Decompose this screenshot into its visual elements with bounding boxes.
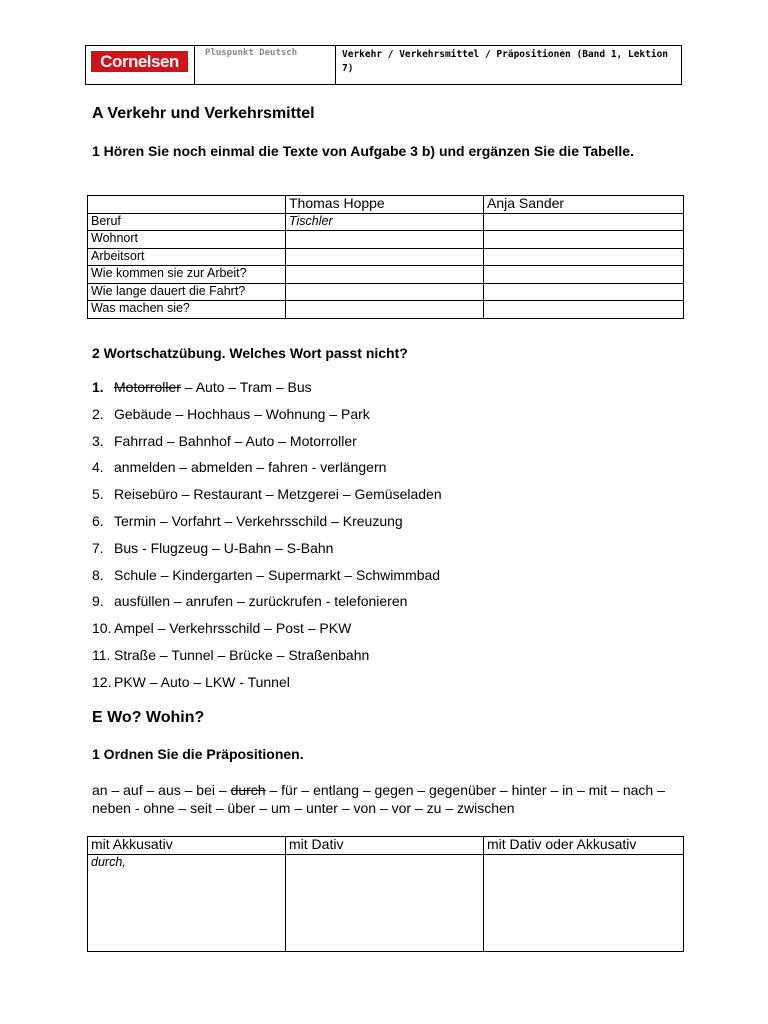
list-item: 9. ausfüllen – anrufen – zurückrufen - telefonieren xyxy=(92,593,408,610)
table-header-row xyxy=(88,837,684,855)
table-cell[interactable] xyxy=(286,854,484,951)
list-item: 6. Termin – Vorfahrt – Verkehrsschild – Kreuzung xyxy=(92,512,403,529)
table-cell[interactable] xyxy=(484,213,684,231)
row-label: Arbeitsort xyxy=(88,248,286,266)
header-table xyxy=(85,45,682,85)
preposition-list: an – auf – aus – bei – durch – für – entlang – gegen – gegenüber – hinter – in – mit – nach – neben - ohne – seit – über – um – unter – von – vor – zu – zwischen xyxy=(92,782,665,816)
section-e-title: E Wo? Wohin? xyxy=(92,709,205,726)
table-row xyxy=(88,248,684,266)
cornelsen-logo: Cornelsen xyxy=(91,51,188,72)
table-row xyxy=(88,213,684,231)
list-item: 8. Schule – Kindergarten – Supermarkt – Schwimmbad xyxy=(92,566,441,583)
table-row xyxy=(88,854,684,951)
column-header: mit Dativ xyxy=(286,837,484,855)
list-item: 1. Motorroller – Auto – Tram – Bus xyxy=(92,379,312,395)
list-item: 2. Gebäude – Hochhaus – Wohnung – Park xyxy=(92,405,370,422)
table-cell[interactable] xyxy=(286,231,484,249)
table-cell[interactable] xyxy=(484,854,684,951)
column-header: mit Dativ oder Akkusativ xyxy=(484,837,684,855)
list-item: 10. Ampel – Verkehrsschild – Post – PKW xyxy=(92,620,352,637)
task-a2: 2 Wortschatzübung. Welches Wort passt nicht? xyxy=(92,345,408,361)
list-item: 12. PKW – Auto – LKW - Tunnel xyxy=(92,673,290,690)
topic-title: Verkehr / Verkehrsmittel / Präpositionen (Band 1, Lektion 7) xyxy=(336,46,682,85)
list-item: 7. Bus - Flugzeug – U-Bahn – S-Bahn xyxy=(92,539,334,556)
table-cell[interactable] xyxy=(286,283,484,301)
table-cell[interactable] xyxy=(286,266,484,284)
struck-word: durch xyxy=(230,782,266,798)
row-label: Was machen sie? xyxy=(88,301,286,319)
table-cell[interactable] xyxy=(484,248,684,266)
prepositions-table xyxy=(87,836,684,952)
table-cell[interactable]: Tischler xyxy=(286,213,484,231)
series-name: Pluspunkt Deutsch xyxy=(195,46,336,85)
row-label: Wohnort xyxy=(88,231,286,249)
word-list xyxy=(92,378,442,700)
table-row xyxy=(88,283,684,301)
table-row xyxy=(88,231,684,249)
list-item: 4. anmelden – abmelden – fahren - verlängern xyxy=(92,459,387,476)
people-table xyxy=(87,195,684,319)
list-item: 5. Reisebüro – Restaurant – Metzgerei – Gemüseladen xyxy=(92,486,442,503)
table-row xyxy=(88,266,684,284)
table-cell[interactable] xyxy=(286,248,484,266)
column-header: Anja Sander xyxy=(484,196,684,214)
table-cell[interactable] xyxy=(286,301,484,319)
table-row xyxy=(88,301,684,319)
struck-word: Motorroller xyxy=(114,379,181,395)
list-item: 3. Fahrrad – Bahnhof – Auto – Motorroller xyxy=(92,432,357,449)
column-header: Thomas Hoppe xyxy=(286,196,484,214)
table-header-row xyxy=(88,196,684,214)
task-a1: 1 Hören Sie noch einmal die Texte von Aufgabe 3 b) und ergänzen Sie die Tabelle. xyxy=(92,143,634,159)
table-cell[interactable] xyxy=(484,283,684,301)
table-cell[interactable] xyxy=(484,301,684,319)
table-cell[interactable]: durch, xyxy=(88,854,286,951)
logo-cell xyxy=(86,46,195,85)
column-header: mit Akkusativ xyxy=(88,837,286,855)
row-label: Wie kommen sie zur Arbeit? xyxy=(88,266,286,284)
row-label: Wie lange dauert die Fahrt? xyxy=(88,283,286,301)
section-a-title: A Verkehr und Verkehrsmittel xyxy=(92,105,315,122)
table-cell[interactable] xyxy=(484,231,684,249)
list-item: 11. Straße – Tunnel – Brücke – Straßenbahn xyxy=(92,646,370,663)
table-cell[interactable] xyxy=(484,266,684,284)
task-e1: 1 Ordnen Sie die Präpositionen. xyxy=(92,746,304,762)
row-label: Beruf xyxy=(88,213,286,231)
